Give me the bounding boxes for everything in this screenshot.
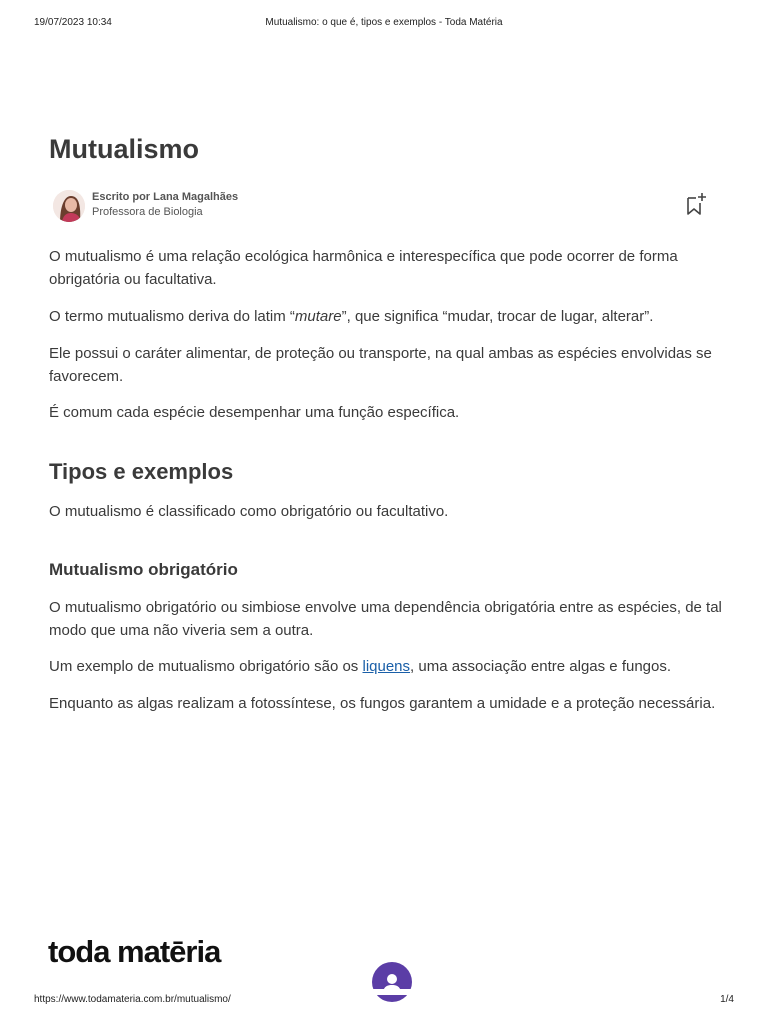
print-doc-title: Mutualismo: o que é, tipos e exemplos - Toda Matéria — [265, 17, 503, 28]
liquens-link[interactable]: liquens — [362, 658, 411, 675]
obligatory-paragraph-1: O mutualismo obrigatório ou simbiose envolve uma dependência obrigatória entre as espécies, de tal modo que uma não viveria sem a outra. — [49, 599, 722, 639]
section-heading-types: Tipos e exemplos — [49, 459, 234, 484]
site-logo[interactable]: toda matēria — [48, 934, 221, 969]
types-paragraph: O mutualismo é classificado como obrigatório ou facultativo. — [49, 503, 449, 520]
print-datetime: 19/07/2023 10:34 — [34, 17, 112, 28]
avatar — [53, 190, 85, 222]
print-url: https://www.todamateria.com.br/mutualismo/ — [34, 994, 231, 1005]
intro-paragraph-2 — [49, 305, 729, 328]
author-byline: Escrito por Lana Magalhães — [92, 191, 239, 203]
obligatory-paragraph-2 — [49, 655, 729, 678]
subsection-heading-obligatory: Mutualismo obrigatório — [49, 560, 238, 579]
print-page-number: 1/4 — [720, 994, 734, 1005]
intro-paragraph-2-start: O termo mutualismo deriva do latim “ — [49, 308, 295, 325]
bookmark-add-icon[interactable] — [685, 192, 707, 216]
page-title: Mutualismo — [49, 134, 200, 164]
obligatory-paragraph-2-end: , uma associação entre algas e fungos. — [410, 658, 672, 675]
intro-paragraph-1: O mutualismo é uma relação ecológica harmônica e interespecífica que pode ocorrer de forma obrigatória ou facultativa. — [49, 248, 678, 288]
author-role: Professora de Biologia — [92, 206, 203, 218]
intro-paragraph-3: Ele possui o caráter alimentar, de proteção ou transporte, na qual ambas as espécies envolvidas se favorecem. — [49, 345, 712, 385]
print-footer — [34, 994, 734, 1008]
latin-term: mutare — [294, 308, 342, 325]
print-header — [34, 17, 734, 31]
intro-paragraph-4: É comum cada espécie desempenhar uma função específica. — [49, 404, 460, 421]
intro-paragraph-2-end: ”, que significa “mudar, trocar de lugar, alterar”. — [341, 308, 654, 325]
obligatory-paragraph-3: Enquanto as algas realizam a fotossíntese, os fungos garantem a umidade e a proteção necessária. — [49, 695, 716, 712]
author-block — [49, 188, 721, 228]
obligatory-paragraph-2-start: Um exemplo de mutualismo obrigatório são os — [49, 658, 363, 675]
